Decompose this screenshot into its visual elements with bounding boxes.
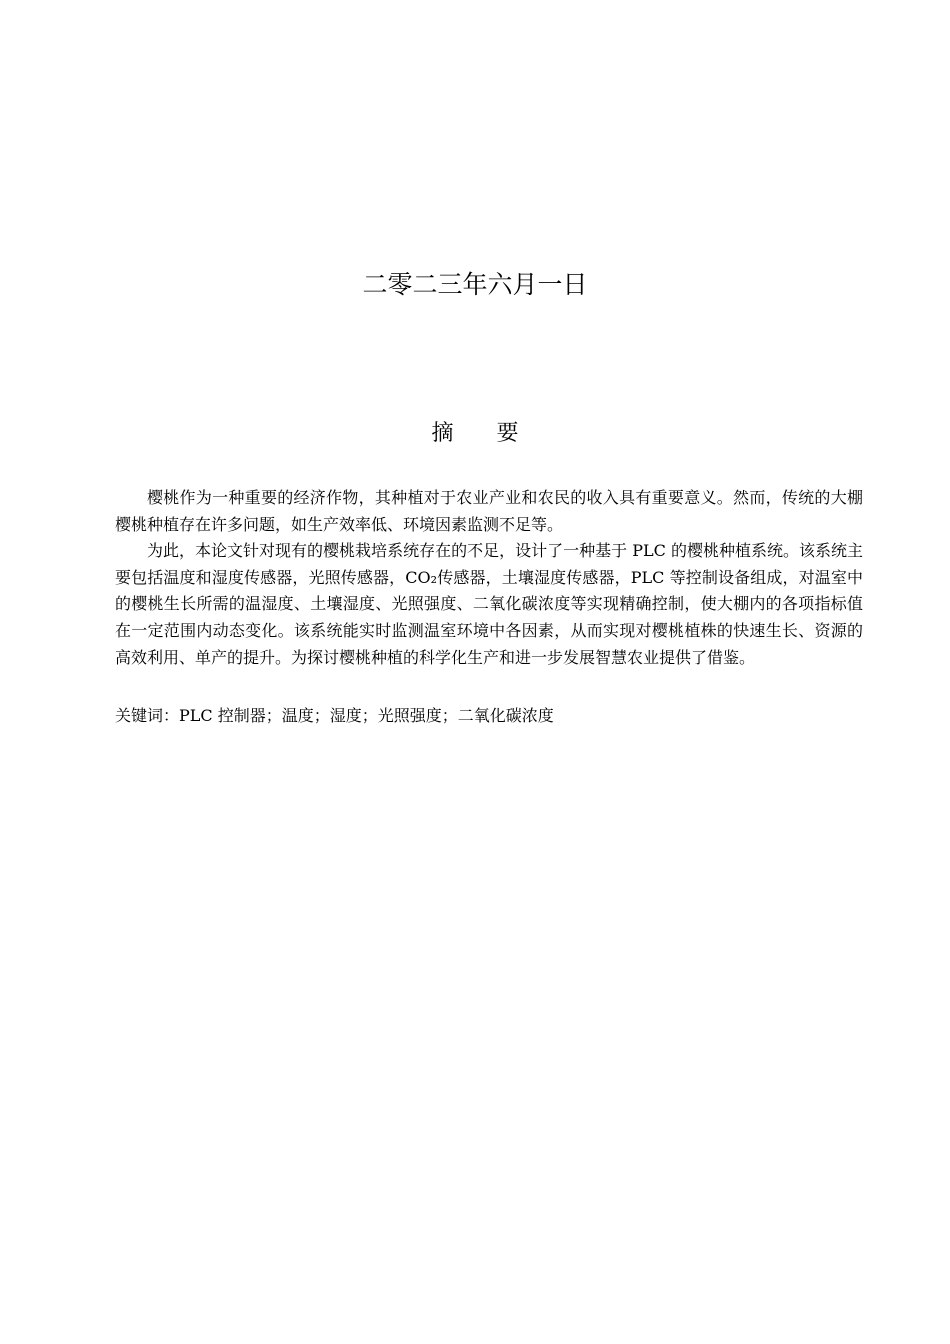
abstract-paragraph-2: 为此，本论文针对现有的樱桃栽培系统存在的不足，设计了一种基于 PLC 的樱桃种植系统。该系统主要包括温度和湿度传感器，光照传感器，CO₂传感器，土壤湿度传感器，PLC 等控制设备组成，对温室中的樱桃生长所需的温湿度、土壤湿度、光照强度、二氧化碳浓度等实现精确控制，使大棚内的各项指标值在一定范围内动态变化。该系统能实时监测温室环境中各因素，从而实现对樱桃植株的快速生长、资源的高效利用、单产的提升。为探讨樱桃种植的科学化生产和进一步发展智慧农业提供了借鉴。	[115, 541, 863, 667]
date-line: 二零二三年六月一日	[362, 270, 588, 299]
abstract-paragraph-1: 樱桃作为一种重要的经济作物，其种植对于农业产业和农民的收入具有重要意义。然而，传统的大棚樱桃种植存在许多问题，如生产效率低、环境因素监测不足等。	[115, 488, 863, 534]
keywords-line	[115, 703, 863, 729]
keywords-text: PLC 控制器；温度；湿度；光照强度；二氧化碳浓度	[179, 706, 554, 725]
abstract-body	[115, 485, 863, 671]
abstract-title: 摘 要	[431, 421, 537, 446]
keywords-label: 关键词：	[115, 706, 180, 725]
